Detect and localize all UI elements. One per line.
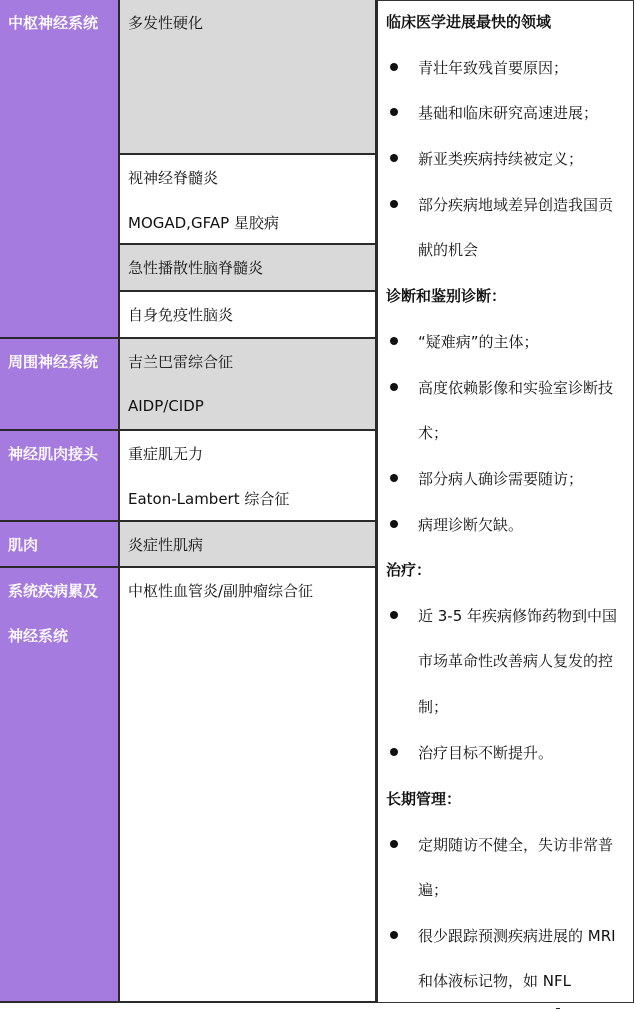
disease-myositis xyxy=(120,522,377,568)
description-column xyxy=(377,0,634,1003)
bullet-icon xyxy=(390,383,398,391)
bullet-text: 近 3-5 年疾病修饰药物到中国 xyxy=(418,607,618,625)
category-label: 系统疾病累及 xyxy=(8,582,99,600)
bullet-icon xyxy=(390,200,398,208)
disease-mg xyxy=(120,431,377,522)
disease-label: 中枢性血管炎/副肿瘤综合征 xyxy=(128,582,314,600)
disease-label: 多发性硬化 xyxy=(128,14,204,32)
bullet-text-continued: 市场革命性改善病人复发的控 xyxy=(418,652,614,670)
bullet-text-continued: 制； xyxy=(418,698,449,716)
bullet-text: 青壮年致残首要原因； xyxy=(418,59,569,77)
category-nmj xyxy=(0,431,120,522)
bullet-icon xyxy=(390,63,398,71)
section-heading: 长期管理： xyxy=(386,790,462,808)
bullet-text: 很少跟踪预测疾病进展的 MRI xyxy=(418,927,616,945)
stray-mark xyxy=(556,1008,560,1009)
bullet-icon xyxy=(390,520,398,528)
category-cns xyxy=(0,0,120,339)
bullet-icon xyxy=(390,840,398,848)
disease-gbs xyxy=(120,339,377,431)
disease-label: 重症肌无力 xyxy=(128,445,204,463)
disease-label: MOGAD,GFAP 星胶病 xyxy=(128,214,279,232)
bullet-text-continued: 和体液标记物，如 NFL xyxy=(418,972,571,990)
bullet-text: 基础和临床研究高速进展； xyxy=(418,104,599,122)
bullet-text: 高度依赖影像和实验室诊断技 xyxy=(418,379,614,397)
category-label: 周围神经系统 xyxy=(8,353,99,371)
bullet-text: 部分疾病地域差异创造我国贡 xyxy=(418,196,614,214)
bullet-text: “疑难病”的主体； xyxy=(418,333,539,351)
bullet-text: 病理诊断欠缺。 xyxy=(418,516,524,534)
disease-label: Eaton-Lambert 综合征 xyxy=(128,490,290,508)
bullet-icon xyxy=(390,337,398,345)
bullet-text-continued: 遍； xyxy=(418,881,449,899)
category-label: 神经系统 xyxy=(8,627,69,645)
category-muscle xyxy=(0,522,120,568)
bullet-text-continued: 献的机会 xyxy=(418,241,479,259)
bullet-icon xyxy=(390,474,398,482)
disease-label: 吉兰巴雷综合征 xyxy=(128,353,234,371)
category-systemic xyxy=(0,568,120,1003)
disease-vasculitis xyxy=(120,568,377,1003)
disease-label: 视神经脊髓炎 xyxy=(128,169,219,187)
bullet-icon xyxy=(390,108,398,116)
disease-adem xyxy=(120,245,377,292)
bullet-icon xyxy=(390,611,398,619)
disease-ae xyxy=(120,292,377,339)
bullet-icon xyxy=(390,154,398,162)
disease-label: 自身免疫性脑炎 xyxy=(128,306,234,324)
bullet-icon xyxy=(390,748,398,756)
bullet-text: 治疗目标不断提升。 xyxy=(418,744,554,762)
category-pns xyxy=(0,339,120,431)
category-label: 肌肉 xyxy=(8,536,39,554)
category-label: 中枢神经系统 xyxy=(8,14,99,32)
category-label: 神经肌肉接头 xyxy=(8,445,99,463)
disease-label: AIDP/CIDP xyxy=(128,397,204,415)
disease-nmo xyxy=(120,155,377,245)
bullet-text: 定期随访不健全，失访非常普 xyxy=(418,836,614,854)
disease-label: 急性播散性脑脊髓炎 xyxy=(128,259,264,277)
section-heading: 诊断和鉴别诊断： xyxy=(386,287,507,305)
section-heading: 治疗： xyxy=(386,561,432,579)
disease-label: 炎症性肌病 xyxy=(128,536,204,554)
disease-ms xyxy=(120,0,377,155)
bullet-text: 部分病人确诊需要随访； xyxy=(418,470,584,488)
section-heading: 临床医学进展最快的领域 xyxy=(386,13,552,31)
bullet-text: 新亚类疾病持续被定义； xyxy=(418,150,584,168)
bullet-text-continued: 术； xyxy=(418,424,449,442)
bullet-icon xyxy=(390,931,398,939)
